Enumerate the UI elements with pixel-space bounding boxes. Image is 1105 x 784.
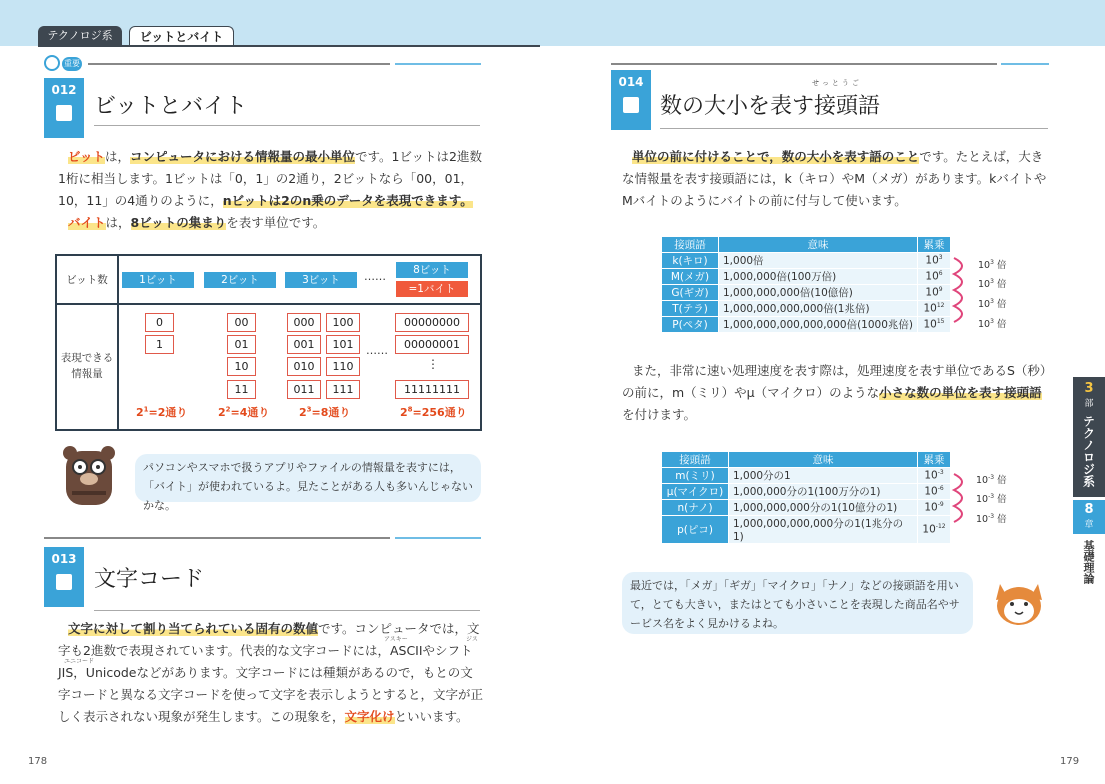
cell-3bit: 100 — [326, 313, 360, 332]
row-dots: …… — [366, 344, 388, 357]
section-rule-accent — [395, 537, 481, 539]
text-run: です。コンピュータでは，文字も2進数で表現されています。代表的な文字コードには，ASCIIやシフトJIS，Unicodeなどがあります。文字コードには種類があるので，もとの文字コードと異なる文字コードを使って文字を表示しようとすると，文字が正しく表示されない現象が発生します。この現象を， — [58, 621, 484, 724]
bit-count-label: ビット数 — [66, 274, 108, 286]
count-8bit: $2^8=256$通り — [400, 405, 467, 419]
cell-3bit: 101 — [326, 335, 360, 354]
text-run: 文字化け — [344, 709, 395, 724]
cell-8bit-last: 11111111 — [395, 380, 469, 399]
section-title-rule — [94, 610, 480, 611]
cell-3bit: 011 — [287, 380, 321, 399]
step-label: $10^3$ 倍 — [978, 258, 1007, 271]
text-run: また，非常に速い処理速度を表す際は，処理速度を表す単位であるS（秒）の前に，m（ミリ）やμ（マイクロ）のような — [622, 363, 1047, 400]
col-header: 累乗 — [918, 237, 951, 253]
col-header: 累乗 — [918, 452, 951, 468]
paragraph-prefix — [622, 146, 1050, 212]
part-label: 部 — [1084, 399, 1094, 409]
dog-speech-bubble: 最近では，「メガ」「ギガ」「マイクロ」「ナノ」などの接頭語を用いて，とても大きい，またはとても小さいことを表現した商品名やサービス名をよく見かけるよね。 — [622, 572, 973, 634]
vertical-dots: ⋮ — [427, 357, 439, 371]
step-label: $10^3$ 倍 — [978, 317, 1007, 330]
ruby-ascii: アスキー — [384, 636, 408, 643]
section-rule-accent — [395, 63, 481, 65]
text-run: 文字に対して割り当てられている固有の数値 — [68, 621, 319, 636]
step-label: $10^3$ 倍 — [978, 297, 1007, 310]
page-number-right: 179 — [1060, 756, 1080, 767]
section-title-013: 文字コード — [94, 567, 205, 592]
step-arrows-small — [950, 470, 976, 532]
bear-mascot-icon — [58, 443, 120, 509]
paragraph-charcode — [58, 618, 484, 728]
table-row: n(ナノ) 1,000,000,000分の1(10億分の1) $10^{-9}$ — [662, 500, 951, 516]
cell-2bit-00: 00 — [227, 313, 256, 332]
page-number-left: 178 — [28, 756, 48, 767]
text-run: です。たとえば，大きな情報量を表す接頭語には，k（キロ）やM（メガ）があります。kバイトやMバイトのようにバイトの前に付与して使います。 — [622, 149, 1047, 208]
dog-mascot-icon — [992, 576, 1046, 628]
paragraph-small-prefix — [622, 360, 1050, 426]
part-number: 3 — [1084, 381, 1094, 396]
text-run: 小さな数の単位を表す接頭語 — [879, 385, 1042, 400]
part-name: テクノロジ系 — [1081, 415, 1096, 487]
text-run: といいます。 — [394, 709, 469, 724]
text-run: コンピュータにおける情報量の最小単位 — [130, 149, 356, 164]
prefix-table-small — [661, 451, 951, 544]
header-dots: …… — [364, 270, 386, 283]
table-row: T(テラ) 1,000,000,000,000倍(1兆倍) $10^{12}$ — [662, 301, 951, 317]
section-rule — [611, 63, 997, 65]
header-2bit: 2ビット — [204, 272, 276, 288]
text-run: は， — [105, 149, 131, 164]
cell-2bit-11: 11 — [227, 380, 256, 399]
step-label: $10^{-3}$ 倍 — [976, 512, 1007, 525]
section-rule — [44, 537, 390, 539]
text-run: を表す単位です。 — [226, 215, 326, 230]
side-index-part — [1073, 377, 1105, 497]
smiley-icon — [44, 55, 60, 71]
cell-3bit: 010 — [287, 357, 321, 376]
col-header: 接頭語 — [662, 452, 729, 468]
header-8bit: 8ビット — [396, 262, 468, 278]
important-label: 重要 — [62, 57, 82, 71]
table-row: m(ミリ) 1,000分の1 $10^{-3}$ — [662, 468, 951, 484]
ruby-jis: ジス — [466, 636, 478, 643]
section-title-rule — [660, 128, 1048, 129]
cell-8bit-0: 00000000 — [395, 313, 469, 332]
section-rule-accent — [1001, 63, 1049, 65]
checkbox-icon — [56, 574, 72, 590]
important-badge — [44, 55, 84, 73]
cell-3bit: 110 — [326, 357, 360, 376]
table-row: M(メガ) 1,000,000倍(100万倍) $10^6$ — [662, 269, 951, 285]
header-1byte: =1バイト — [396, 281, 468, 297]
text-run: バイト — [68, 215, 106, 230]
text-run: 単位の前に付けることで，数の大小を表す語のこと — [632, 149, 920, 164]
ruby-unicode: ユニコード — [64, 658, 95, 665]
table-row: μ(マイクロ) 1,000,000分の1(100万分の1) $10^{-6}$ — [662, 484, 951, 500]
bear-speech-bubble: パソコンやスマホで扱うアプリやファイルの情報量を表すには，「バイト」が使われているよ。見たことがある人も多いんじゃないかな。 — [135, 454, 481, 502]
count-2bit: $2^2=4$通り — [218, 405, 270, 419]
header-1bit: 1ビット — [122, 272, 194, 288]
col-header: 接頭語 — [662, 237, 719, 253]
cell-1bit-1: 1 — [145, 335, 174, 354]
cell-8bit-1: 00000001 — [395, 335, 469, 354]
count-1bit: $2^1=2$通り — [136, 405, 188, 419]
step-label: $10^{-3}$ 倍 — [976, 473, 1007, 486]
text-run: nビットは2のn乗のデータを表現できます。 — [222, 193, 473, 208]
section-number-012: 012 — [44, 78, 84, 138]
topic-tab: ビットとバイト — [129, 26, 234, 47]
col-header: 意味 — [719, 237, 918, 253]
chapter-name: 基礎理論 — [1082, 540, 1095, 584]
text-run: 8ビットの集まり — [130, 215, 227, 230]
section-number-013: 013 — [44, 547, 84, 607]
text-run: ビット — [68, 149, 106, 164]
table-row: p(ピコ) 1,000,000,000,000分の1(1兆分の1) $10^{-12}$ — [662, 516, 951, 544]
count-3bit: $2^3=8$通り — [299, 405, 351, 419]
checkbox-icon — [623, 97, 639, 113]
cell-3bit: 000 — [287, 313, 321, 332]
table-row: G(ギガ) 1,000,000,000倍(10億倍) $10^9$ — [662, 285, 951, 301]
section-title-rule — [94, 125, 480, 126]
paragraph-byte — [58, 212, 484, 234]
section-title-014: 数の大小を表す接頭語 — [660, 94, 881, 119]
cell-1bit-0: 0 — [145, 313, 174, 332]
chapter-number: 8 — [1084, 502, 1094, 517]
paragraph-bit — [58, 146, 484, 212]
step-arrows-large — [950, 254, 976, 334]
prefix-table-large — [661, 236, 951, 333]
cell-2bit-01: 01 — [227, 335, 256, 354]
text-run: を付けます。 — [622, 407, 697, 422]
step-label: $10^3$ 倍 — [978, 277, 1007, 290]
section-rule — [88, 63, 390, 65]
cell-2bit-10: 10 — [227, 357, 256, 376]
section-number-014: 014 — [611, 70, 651, 130]
cell-3bit: 001 — [287, 335, 321, 354]
side-index-chapter — [1073, 500, 1105, 534]
table-row: P(ペタ) 1,000,000,000,000,000倍(1000兆倍) $10^{15}$ — [662, 317, 951, 333]
checkbox-icon — [56, 105, 72, 121]
table-row: k(キロ) 1,000倍 $10^3$ — [662, 253, 951, 269]
text-run: です。1ビットは2進数1桁に相当します。1ビットは「0，1」の2通り，2ビットなら「00，01，10，11」の4通りのように， — [58, 149, 482, 208]
category-tab: テクノロジ系 — [38, 26, 122, 46]
step-label: $10^{-3}$ 倍 — [976, 492, 1007, 505]
tab-underline — [38, 45, 540, 47]
header-3bit: 3ビット — [285, 272, 357, 288]
cell-3bit: 111 — [326, 380, 360, 399]
bit-table-col-divider — [117, 254, 119, 429]
col-header: 意味 — [729, 452, 918, 468]
chapter-label: 章 — [1084, 520, 1094, 530]
info-amount-label: 表現できる 情報量 — [60, 352, 114, 380]
title-ruby: せっとうご — [812, 79, 862, 87]
text-run: は， — [105, 215, 131, 230]
section-title-012: ビットとバイト — [94, 94, 248, 119]
